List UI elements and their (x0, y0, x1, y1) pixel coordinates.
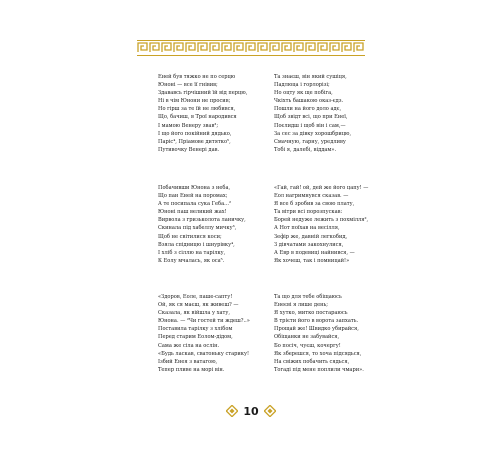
verse-line: Що, бачиш, в Трої народився (158, 114, 237, 121)
stanza-2 (274, 73, 351, 154)
verse-line: Перед старим Еолом-дідом, (158, 334, 233, 341)
verse-line: Но оцту як ще побіга, (274, 90, 333, 97)
verse-line: Поєлидш і щоб він і сам,— (274, 122, 346, 129)
verse-line: Смачную, гарну, уредливу (274, 138, 346, 145)
verse-line: Обіщанки не забувайся, (274, 334, 340, 341)
verse-line: Тепер пливе на морі він. (158, 366, 225, 373)
verse-line: Взяла спідницю і шнурівку⁴, (158, 241, 235, 248)
diamond-ornament-icon (264, 405, 276, 417)
stanza-3 (158, 184, 246, 265)
verse-line: Поставила тарілку з хлібом (158, 326, 233, 333)
verse-line: А те посипала сука Геба...² (158, 201, 232, 208)
page-footer (226, 404, 276, 418)
verse-line: Тобі я, далебі, віддам». (274, 146, 337, 153)
page-number: 10 (243, 404, 259, 418)
verse-line: Зефір же, давній легкобид, (274, 233, 348, 240)
verse-line: Та вітри всі порозпускав: (274, 209, 343, 216)
verse-line: «Гай, гай! ой, дей же його цапу! — (274, 185, 369, 191)
verse-line: Ой, як ся маєш, як живеш? — (158, 302, 239, 309)
verse-line: За сес за дівку хорошбрицю, (274, 130, 352, 137)
verse-line: На свіжих побачить сядься, (274, 358, 350, 365)
verse-line: Що пан Еней на поромах; (158, 193, 228, 200)
verse-line: Борей недуже лежить з похмілля², (274, 217, 369, 224)
verse-line: «Будь ласкав, сватоньку старику! (158, 350, 250, 357)
verse-line: А Евр в подевиці найнився, — (274, 249, 355, 256)
verse-line: Падлюца і горлорізі; (274, 82, 330, 89)
verse-line: Вирвола з гризьколота ланичку, (158, 217, 246, 224)
verse-line: Сказала, як війшла у хату, (158, 310, 230, 317)
verse-line: Ізбий Енея з ватагою, (158, 358, 218, 365)
verse-line: З дівчатами закохнулися, (274, 241, 344, 248)
verse-line: Еол нагримнувся сказав. — (274, 193, 349, 200)
verse-line: Сама же сіла на ослін. (158, 342, 220, 349)
verse-line: Побачивши Юнона з неба, (158, 185, 231, 191)
verse-line: Та знаєш, він який сушіця, (274, 74, 347, 80)
verse-line: Тогаді під мене поплили чмари». (274, 366, 364, 373)
verse-line: Я все б зробив за свою плату, (274, 201, 355, 208)
verse-line: Ні в чім Юнони не просив; (158, 98, 231, 105)
greek-key-pattern (137, 41, 365, 54)
verse-line: Здававсь гірчішний їй від перцю, (158, 90, 248, 97)
verse-line: Но гірш за те їй не любився, (158, 106, 236, 113)
verse-line: Щоб звідт всі, що при Енеї, (274, 114, 348, 121)
verse-line: І що його покійний дядько, (158, 130, 232, 137)
verse-line: Юнона. — ²Чи гостей ти ждеш?..» (158, 318, 250, 325)
verse-line: «Здоров, Еоле, паше-сапту! (158, 294, 233, 300)
verse-line: Як зберешся, то хоча підсядься, (274, 350, 362, 357)
verse-line: Енеєві я лише день; (274, 302, 328, 309)
greek-key-border (137, 40, 365, 56)
verse-line: Паріс⁴, Пріамове дитятко⁵, (158, 138, 231, 145)
verse-line: Скинала під хабеллу мичку³, (158, 225, 237, 232)
stanza-4 (274, 184, 368, 265)
verse-line: Як хочеш, так і помницай!» (274, 257, 350, 264)
verse-line: Я хутко, митко постараюсь (274, 310, 348, 317)
verse-line: Прощай же! Швидко убирайся, (274, 326, 359, 333)
verse-line: Чкіхть башакою оказ-єдз. (274, 98, 344, 105)
stanza-5 (158, 293, 250, 374)
verse-line: А Нот поїхав на весілля, (274, 225, 340, 232)
verse-line: Еней був тяжко не по серцю (158, 74, 236, 80)
stanza-6 (274, 293, 364, 374)
verse-line: Бо посіч, чуєш, кочергу! (274, 342, 341, 349)
verse-line: Та що для тебе обіщаюсь (274, 294, 342, 300)
verse-line: Юноні паш великий жах! (158, 209, 227, 216)
verse-line: Юноні — все її гнівив; (158, 82, 218, 89)
verse-line: Пошли на його доло адє, (274, 106, 342, 113)
verse-line: Путивочку Венері дав. (158, 146, 220, 153)
stanza-1 (158, 73, 247, 154)
verse-line: В трієти його в ворота запхать. (274, 318, 359, 325)
verse-line: І мамою Венеру звав³; (158, 122, 219, 129)
verse-line: К Еолу мчалась, як оса⁵. (158, 257, 225, 264)
verse-line: Щоб не світилися коси; (158, 233, 222, 240)
verse-line: І хліб з сіллю на тарілку, (158, 249, 226, 256)
diamond-ornament-icon (226, 405, 238, 417)
